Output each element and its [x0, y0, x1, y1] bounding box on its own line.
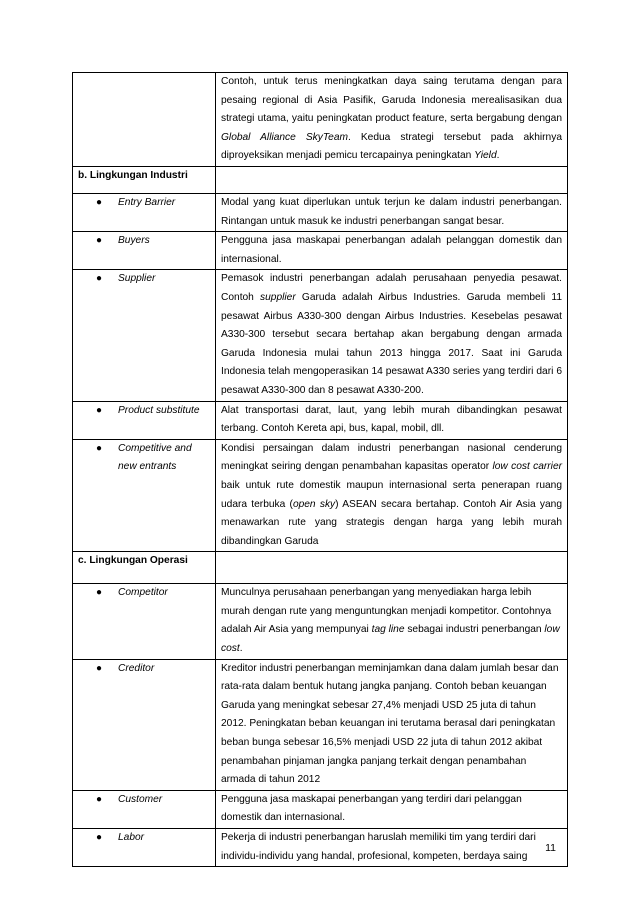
bullet-icon: ●: [96, 273, 103, 285]
text-cell: Kreditor industri penerbangan meminjamkan dana dalam jumlah besar dan rata-rata dalam bentuk hutang jangka panjang. Contoh beban keuangan Garuda yang meningkat sebesar 27,4% menjadi USD 25 juta di tahun 2012. Peningkatan beban keuangan ini terutama berasal dari peningkatan beban bunga sebesar 16,5% menjadi USD 22 juta di tahun 2012 akibat penambahan pinjaman jangka panjang terkait dengan penambahan armada di tahun 2012: [216, 659, 568, 790]
text-cell: Pengguna jasa maskapai penerbangan yang terdiri dari pelanggan domestik dan internasional.: [216, 790, 568, 828]
cell-text: ) ASEAN secara bertahap. Contoh Air Asia yang menawarkan rute yang strategis dengan harga yang lebih murah dibandingkan Garuda: [221, 498, 562, 547]
section-heading: b. Lingkungan Industri: [73, 167, 216, 194]
cell-italic-text: tag line: [371, 624, 405, 636]
section-heading: c. Lingkungan Operasi: [73, 552, 216, 584]
table-row: [73, 270, 568, 401]
section-header-row: [73, 167, 568, 194]
row-label: Product substitute: [118, 404, 200, 416]
bullet-icon: ●: [96, 235, 103, 247]
label-cell: [73, 659, 216, 790]
table-row: [73, 194, 568, 232]
label-cell: [73, 790, 216, 828]
label-cell: [73, 401, 216, 439]
row-label: Competitor: [118, 587, 168, 599]
text-cell: [216, 439, 568, 552]
label-cell: [73, 232, 216, 270]
cell-text: . Kedua strategi tersebut pada akhirnya diproyeksikan menjadi pemicu tercapainya peningkatan: [221, 131, 562, 162]
cell-text: Kondisi persaingan dalam industri penerbangan nasional cenderung meningkat seiring dengan penambahan kapasitas operator: [221, 442, 562, 473]
row-label: Labor: [118, 832, 145, 843]
table-row: [73, 401, 568, 439]
empty-cell: [73, 73, 216, 167]
table-row: [73, 659, 568, 790]
cell-italic-text: Yield: [474, 150, 497, 162]
bullet-icon: ●: [96, 832, 103, 843]
label-cell: [73, 194, 216, 232]
cell-italic-text: supplier: [260, 291, 296, 303]
row-label: Supplier: [118, 273, 156, 285]
label-cell: [73, 584, 216, 659]
cell-italic-text: open sky: [292, 498, 336, 510]
row-label: Customer: [118, 793, 163, 805]
text-cell: Alat transportasi darat, laut, yang lebih murah dibandingkan pesawat terbang. Contoh Kereta api, bus, kapal, mobil, dll.: [216, 401, 568, 439]
label-cell: [73, 270, 216, 401]
table-row: [73, 73, 568, 167]
row-label: Entry Barrier: [118, 197, 176, 208]
cell-text: Munculnya perusahaan penerbangan yang menyediakan harga lebih murah dengan rute yang menguntungkan menjadi kompetitor. Contohnya adalah Air Asia yang mempunyai: [221, 587, 552, 636]
industry-analysis-table: [72, 72, 568, 867]
bullet-icon: ●: [96, 197, 103, 208]
bullet-icon: ●: [96, 793, 103, 805]
table-row: [73, 232, 568, 270]
cell-text: .: [239, 643, 243, 655]
page-number: 11: [545, 842, 556, 854]
table-row: [73, 439, 568, 552]
label-cell: [73, 439, 216, 552]
table-row: [73, 790, 568, 828]
empty-cell: [216, 552, 568, 584]
bullet-icon: ●: [96, 442, 103, 454]
cell-text: Pemasok industri penerbangan adalah perusahaan penyedia pesawat. Contoh: [221, 273, 562, 303]
bullet-icon: ●: [96, 662, 103, 674]
label-cell: [73, 829, 216, 867]
empty-cell: [216, 167, 568, 194]
cell-text: .: [496, 150, 500, 162]
cell-text: Contoh, untuk terus meningkatkan daya saing terutama dengan para pesaing regional di Asia Pasifik, Garuda Indonesia merealisasikan dua strategi utama, yaitu peningkatan product feature, serta bergabung dengan: [221, 76, 562, 125]
text-cell: Pekerja di industri penerbangan haruslah memiliki tim yang terdiri dari individu-individu yang handal, profesional, kompeten, berdaya saing: [216, 829, 568, 867]
text-cell: Pengguna jasa maskapai penerbangan adalah pelanggan domestik dan internasional.: [216, 232, 568, 270]
table-row: [73, 829, 568, 867]
cell-text: baik untuk rute domestik maupun internasional serta penerapan ruang udara terbuka (: [221, 479, 562, 510]
cell-italic-text: low cost: [221, 624, 560, 655]
text-cell: Modal yang kuat diperlukan untuk terjun ke dalam industri penerbangan. Rintangan untuk masuk ke industri penerbangan sangat besar.: [216, 194, 568, 232]
bullet-icon: ●: [96, 404, 103, 416]
section-header-row: [73, 552, 568, 584]
row-label: Competitive and new entrants: [118, 442, 192, 473]
row-label: Buyers: [118, 235, 150, 247]
text-cell: [216, 270, 568, 401]
bullet-icon: ●: [96, 587, 103, 599]
text-cell: [216, 584, 568, 659]
text-cell: [216, 73, 568, 167]
table-row: [73, 584, 568, 659]
cell-italic-text: Global Alliance SkyTeam: [221, 131, 348, 143]
cell-text: Garuda adalah Airbus Industries. Garuda membeli 11 pesawat Airbus A330-300 dengan Airbus Industries. Kesebelas pesawat A330-300 tersebut secara bertahap akan bergabung dengan armada Garuda Indonesia mulai tahun 2013 hingga 2017. Saat ini Garuda Indonesia telah mengoperasikan 14 pesawat A330 series yang terdiri dari 6 pesawat A330-300 dan 8 pesawat A330-200.: [221, 291, 562, 396]
row-label: Creditor: [118, 662, 155, 674]
cell-italic-text: low cost carrier: [492, 461, 563, 473]
cell-text: sebagai industri penerbangan: [404, 624, 545, 636]
